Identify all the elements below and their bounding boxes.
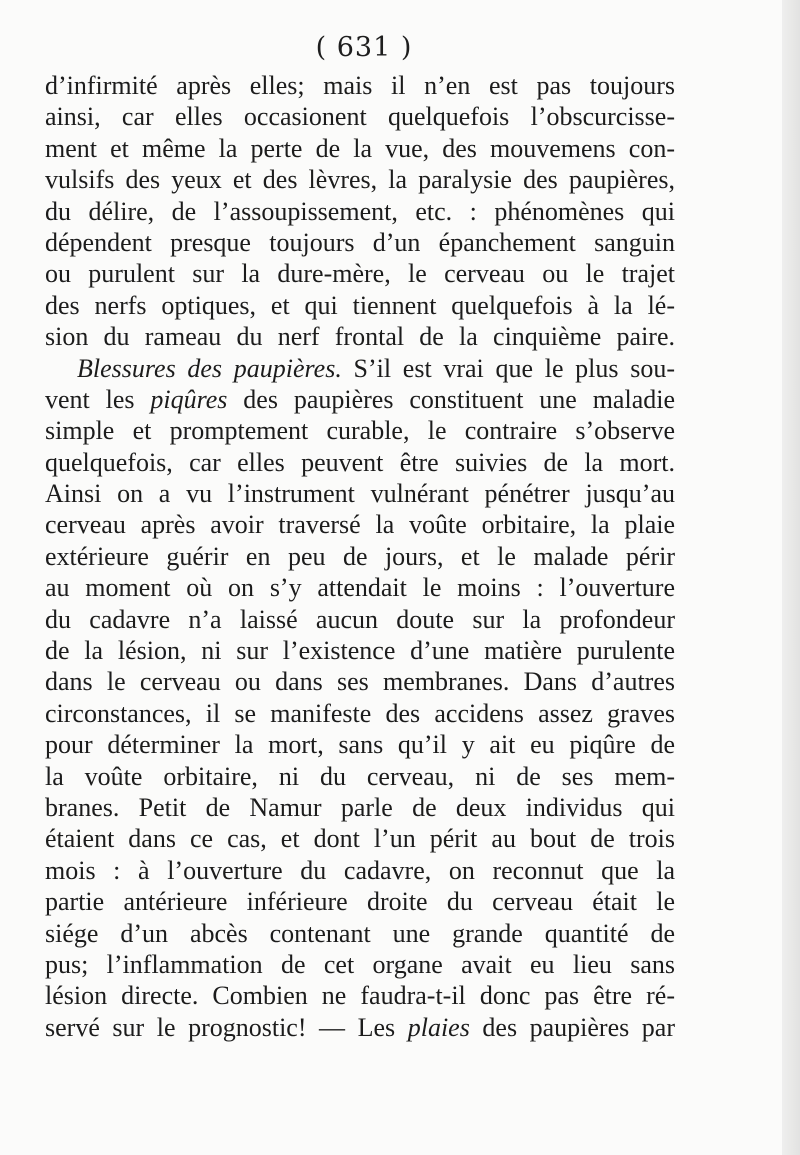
text-line <box>45 478 675 509</box>
text-line <box>45 855 675 886</box>
text-segment: lésion directe. Combien ne faudra-t-il donc pas être ré- <box>45 981 675 1011</box>
text-line <box>45 353 675 384</box>
text-line <box>45 258 675 289</box>
text-segment: circonstances, il se manifeste des accidens assez graves <box>45 698 675 728</box>
text-segment: des nerfs optiques, et qui tiennent quelquefois à la lé- <box>45 290 675 320</box>
italic-text: piqûres <box>150 384 228 414</box>
text-segment: Ainsi on a vu l’instrument vulnérant pénétrer jusqu’au <box>45 479 675 509</box>
text-segment: des paupières constituent une maladie <box>227 384 675 414</box>
text-line <box>45 133 675 164</box>
text-line <box>45 604 675 635</box>
text-line <box>45 321 675 352</box>
text-segment: du cadavre n’a laissé aucun doute sur la profondeur <box>45 604 675 634</box>
text-segment: au moment où on s’y attendait le moins : l’ouverture <box>45 573 675 603</box>
text-line <box>45 509 675 540</box>
text-segment: extérieure guérir en peu de jours, et le malade périr <box>45 541 675 571</box>
text-line <box>45 227 675 258</box>
text-segment: pus; l’inflammation de cet organe avait eu lieu sans <box>45 949 675 979</box>
page-edge-shadow <box>782 0 800 1155</box>
text-segment: S’il est vrai que le plus sou- <box>341 353 675 383</box>
text-line <box>45 164 675 195</box>
text-line <box>45 415 675 446</box>
text-segment: ou purulent sur la dure-mère, le cerveau ou le trajet <box>45 259 675 289</box>
text-line <box>45 886 675 917</box>
text-segment: du délire, de l’assoupissement, etc. : phénomènes qui <box>45 196 675 226</box>
text-line <box>45 635 675 666</box>
text-segment: mois : à l’ouverture du cadavre, on reconnut que la <box>45 855 675 885</box>
text-segment: ment et même la perte de la vue, des mouvemens con- <box>45 133 675 163</box>
text-line <box>45 572 675 603</box>
text-segment: cerveau après avoir traversé la voûte orbitaire, la plaie <box>45 510 675 540</box>
text-line <box>45 541 675 572</box>
text-segment: servé sur le prognostic! — Les <box>45 1012 408 1042</box>
italic-text: Blessures des paupières. <box>77 353 342 383</box>
text-segment: branes. Petit de Namur parle de deux individus qui <box>45 792 675 822</box>
text-segment: d’infirmité après elles; mais il n’en est pas toujours <box>45 71 675 100</box>
text-segment: étaient dans ce cas, et dont l’un périt au bout de trois <box>45 824 675 854</box>
text-line <box>45 729 675 760</box>
text-line <box>45 447 675 478</box>
text-line <box>45 290 675 321</box>
text-line <box>45 761 675 792</box>
text-segment: de la lésion, ni sur l’existence d’une matière purulente <box>45 636 675 666</box>
text-line <box>45 70 675 101</box>
text-segment: quelquefois, car elles peuvent être suivies de la mort. <box>45 447 675 477</box>
text-segment: sion du rameau du nerf frontal de la cinquième paire. <box>45 322 675 352</box>
text-line <box>45 949 675 980</box>
text-segment: simple et promptement curable, le contraire s’observe <box>45 416 675 446</box>
text-segment: vent les <box>45 384 151 414</box>
text-line <box>45 666 675 697</box>
page-number: ( 631 ) <box>315 32 413 63</box>
text-segment: partie antérieure inférieure droite du cerveau était le <box>45 887 675 917</box>
text-line <box>45 698 675 729</box>
text-segment: dépendent presque toujours d’un épanchement sanguin <box>45 227 675 257</box>
body-text <box>45 70 675 1043</box>
text-line <box>45 918 675 949</box>
text-line <box>45 196 675 227</box>
text-line <box>45 1012 675 1043</box>
text-segment: siége d’un abcès contenant une grande quantité de <box>45 918 675 948</box>
text-segment: ainsi, car elles occasionent quelquefois l’obscurcisse- <box>45 102 675 132</box>
text-segment: pour déterminer la mort, sans qu’il y ait eu piqûre de <box>45 730 675 760</box>
text-line <box>45 792 675 823</box>
text-segment: vulsifs des yeux et des lèvres, la paralysie des paupières, <box>45 165 675 195</box>
text-line <box>45 823 675 854</box>
text-segment: dans le cerveau ou dans ses membranes. Dans d’autres <box>45 667 675 697</box>
text-segment: la voûte orbitaire, ni du cerveau, ni de ses mem- <box>45 761 675 791</box>
text-segment: des paupières par <box>469 1012 676 1042</box>
text-line <box>45 384 675 415</box>
text-line <box>45 980 675 1011</box>
italic-text: plaies <box>407 1012 470 1042</box>
text-line <box>45 101 675 132</box>
